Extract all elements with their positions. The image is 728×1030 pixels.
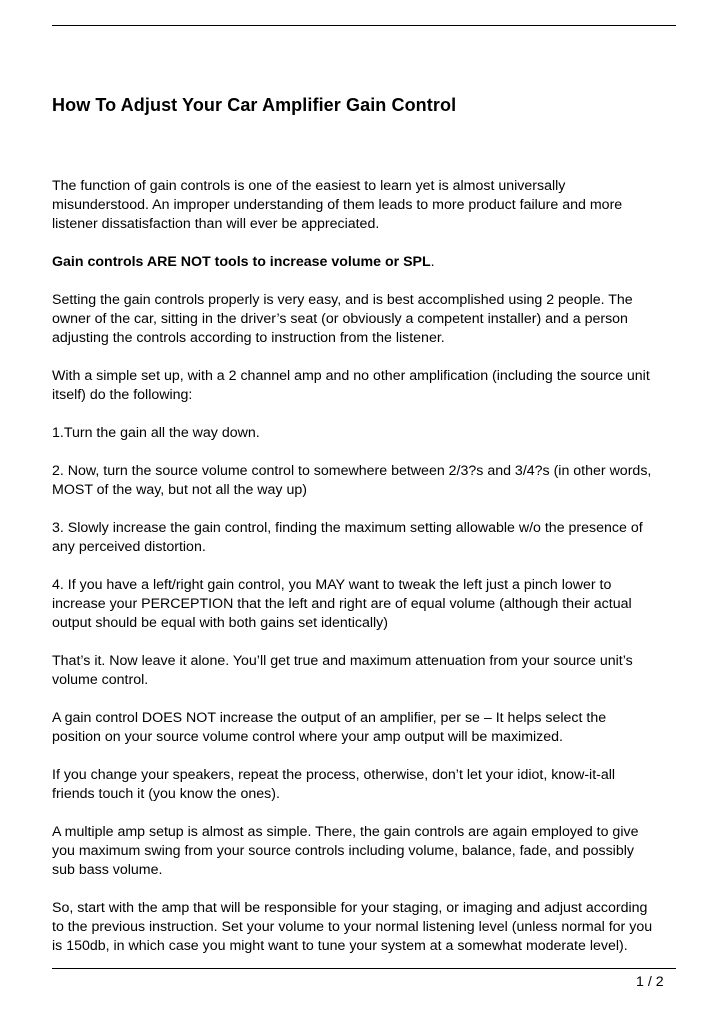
text-line: 3. Slowly increase the gain control, finding the maximum setting allowable w/o the presence of (52, 520, 643, 536)
text-line: So, start with the amp that will be responsible for your staging, or imaging and adjust according (52, 900, 648, 916)
emphasis-text: Gain controls ARE NOT tools to increase volume or SPL (52, 254, 431, 270)
text-line: The function of gain controls is one of the easiest to learn yet is almost universally (52, 178, 566, 194)
text-line: adjusting the controls according to instruction from the listener. (52, 330, 445, 346)
paragraph-multiple-amp (52, 823, 682, 880)
text-line: A multiple amp setup is almost as simple. There, the gain controls are again employed to give (52, 824, 639, 840)
paragraph-setup (52, 291, 682, 348)
text-line: That’s it. Now leave it alone. You’ll get true and maximum attenuation from your source unit’s (52, 653, 633, 669)
text-line: you maximum swing from your source controls including volume, balance, fade, and possibly (52, 843, 634, 859)
trailing-punctuation: . (430, 254, 435, 270)
text-line: increase your PERCEPTION that the left and right are of equal volume (although their actual (52, 596, 632, 612)
text-line: If you change your speakers, repeat the process, otherwise, don’t let your idiot, know-it-all (52, 767, 616, 783)
text-line: output should be equal with both gains set identically) (52, 615, 388, 631)
header-rule (52, 25, 676, 26)
text-line: friends touch it (you know the ones). (52, 786, 280, 802)
step-2 (52, 462, 682, 500)
paragraph-staging (52, 899, 682, 956)
document-title: How To Adjust Your Car Amplifier Gain Control (52, 95, 457, 115)
text-line: listener dissatisfaction than will ever be appreciated. (52, 216, 380, 232)
text-line: owner of the car, sitting in the driver’s seat (or obviously a competent installer) and a person (52, 311, 628, 327)
footer-rule (52, 968, 676, 969)
text-line: position on your source volume control where your amp output will be maximized. (52, 729, 563, 745)
text-line: to the previous instruction. Set your volume to your normal listening level (unless normal for you (52, 919, 653, 935)
text-line: misunderstood. An improper understanding of them leads to more product failure and more (52, 197, 623, 213)
document-body (52, 177, 682, 975)
step-1 (52, 424, 682, 443)
paragraph-key-point (52, 253, 682, 272)
paragraph-simple-setup (52, 367, 682, 405)
text-line: A gain control DOES NOT increase the output of an amplifier, per se – It helps select the (52, 710, 607, 726)
text-line: MOST of the way, but not all the way up) (52, 482, 307, 498)
text-line: sub bass volume. (52, 862, 163, 878)
paragraph-gain-explanation (52, 709, 682, 747)
step-4 (52, 576, 682, 633)
text-line: any perceived distortion. (52, 539, 206, 555)
paragraph-intro (52, 177, 682, 234)
paragraph-leave-alone (52, 652, 682, 690)
text-line: itself) do the following: (52, 387, 193, 403)
paragraph-speakers (52, 766, 682, 804)
text-line: With a simple set up, with a 2 channel amp and no other amplification (including the source unit (52, 368, 650, 384)
text-line: Setting the gain controls properly is very easy, and is best accomplished using 2 people. The (52, 292, 633, 308)
text-line: is 150db, in which case you might want to tune your system at a somewhat moderate level). (52, 938, 628, 954)
text-line: volume control. (52, 672, 149, 688)
step-3 (52, 519, 682, 557)
text-line: 1.Turn the gain all the way down. (52, 425, 260, 441)
text-line: 4. If you have a left/right gain control, you MAY want to tweak the left just a pinch lower to (52, 577, 612, 593)
text-line: 2. Now, turn the source volume control to somewhere between 2/3?s and 3/4?s (in other words, (52, 463, 652, 479)
page-number: 1 / 2 (636, 974, 664, 990)
